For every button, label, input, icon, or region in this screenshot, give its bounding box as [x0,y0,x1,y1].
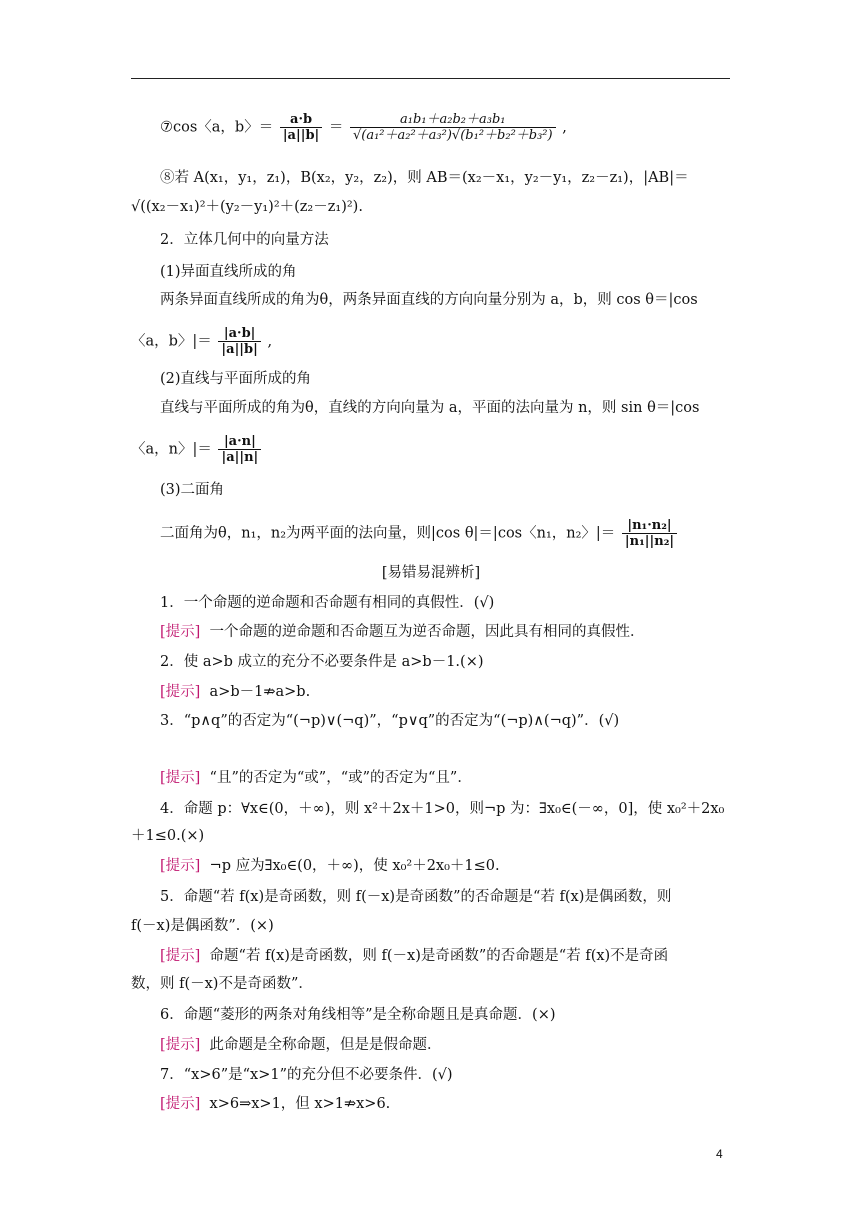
item-4-hint [160,856,731,876]
hint-tag: [提示] [160,770,201,786]
item-2-hint [160,682,731,702]
item-5-question: 5．命题“若 f(x)是奇函数，则 f(－x)是奇函数”的否命题是“若 f(x)是偶函数，则 [160,889,672,905]
subsection-1-formula-tail: , [267,333,273,350]
hint-tag: [提示] [160,684,201,700]
formula-7-numerator: a·b [280,112,322,128]
bianxi-heading: [易错易混辨析] [381,565,481,581]
subsection-3-fraction [622,518,677,549]
item-1-hint [160,622,731,642]
item-4-question-cont: ＋1≤0.(×) [131,828,205,844]
subsection-2-formula [131,434,731,465]
subsection-2-denominator: |a||n| [221,450,259,465]
item-6-question: 6．命题“菱形的两条对角线相等”是全称命题且是真命题．(×) [160,1007,556,1023]
subsection-3-denominator: |n₁||n₂| [624,534,675,549]
hint-tag: [提示] [160,1096,201,1112]
item-7-question: 7．“x>6”是“x>1”的充分但不必要条件．(√) [160,1067,453,1083]
hint-tag: [提示] [160,624,201,640]
page-number: 4 [716,1147,723,1161]
formula-7-eq: ＝ [328,119,344,136]
formula-8-line-1: ⑧若 A(x₁，y₁，z₁)，B(x₂，y₂，z₂)，则 AB＝(x₂－x₁，y₂－y₁，z₂－z₁)，|AB|＝ [160,170,689,186]
subsection-3-formula [160,518,731,549]
subsection-3-formula-lead: 二面角为θ，n₁，n₂为两平面的法向量，则|cos θ|＝|cos〈n₁，n₂〉|＝ [160,525,616,542]
formula-7 [160,112,731,143]
item-2-question: 2．使 a>b 成立的充分不必要条件是 a>b－1.(×) [160,654,484,670]
formula-7-fraction-2 [350,112,556,143]
header-rule [131,78,730,79]
item-3-hint-text: “且”的否定为“或”，“或”的否定为“且”． [209,770,472,786]
item-3-question: 3．“p∧q”的否定为“(¬p)∨(¬q)”，“p∨q”的否定为“(¬p)∧(¬q)”．(√) [160,713,620,729]
formula-7-numerator-2: a₁b₁＋a₂b₂＋a₃b₁ [350,112,556,128]
hint-tag: [提示] [160,948,201,964]
subsection-1-formula [131,326,731,357]
item-6-hint-text: 此命题是全称命题，但是是假命题． [209,1037,442,1053]
subsection-1-text: 两条异面直线所成的角为θ，两条异面直线的方向向量分别为 a，b，则 cos θ＝|cos [160,292,698,308]
subsection-2-title: (2)直线与平面所成的角 [160,371,312,387]
subsection-1-title: (1)异面直线所成的角 [160,264,297,280]
subsection-2-fraction [218,434,261,465]
subsection-2-text: 直线与平面所成的角为θ，直线的方向向量为 a，平面的法向量为 n，则 sin θ＝|cos [160,400,700,416]
hint-tag: [提示] [160,1037,201,1053]
item-5-hint-text: 命题“若 f(x)是奇函数，则 f(－x)是奇函数”的否命题是“若 f(x)不是奇函 [209,948,669,964]
section-2-title: 2．立体几何中的向量方法 [160,232,329,248]
item-5-question-cont: f(－x)是偶函数”．(×) [131,918,274,934]
item-5-hint-cont: 数，则 f(－x)不是奇函数”． [131,976,313,992]
subsection-1-denominator: |a||b| [221,342,258,357]
item-4-hint-text: ¬p 应为∃x₀∈(0，＋∞)，使 x₀²＋2x₀＋1≤0. [209,858,500,874]
item-4-question: 4．命题 p：∀x∈(0，＋∞)，则 x²＋2x＋1>0，则¬p 为：∃x₀∈(－∞，0]，使 x₀²＋2x₀ [160,801,725,817]
item-2-hint-text: a>b－1⇏a>b. [209,684,311,700]
subsection-3-numerator: |n₁·n₂| [622,518,677,534]
formula-7-fraction [280,112,322,143]
item-1-question: 1．一个命题的逆命题和否命题有相同的真假性．(√) [160,595,495,611]
formula-7-lead: ⑦cos〈a，b〉＝ [160,119,274,136]
hint-tag: [提示] [160,858,201,874]
item-6-hint [160,1035,731,1055]
item-7-hint [160,1094,731,1114]
item-7-hint-text: x>6⇒x>1，但 x>1⇏x>6. [209,1096,391,1112]
item-1-hint-text: 一个命题的逆命题和否命题互为逆否命题，因此具有相同的真假性． [209,624,645,640]
formula-7-denominator: |a||b| [282,128,320,143]
subsection-3-title: (3)二面角 [160,482,225,498]
subsection-1-fraction [218,326,260,357]
subsection-2-formula-lead: 〈a，n〉|＝ [131,441,212,458]
formula-8-line-2: √((x₂－x₁)²＋(y₂－y₁)²＋(z₂－z₁)²). [131,199,363,215]
formula-7-denominator-2: √(a₁²＋a₂²＋a₃²)√(b₁²＋b₂²＋b₃²) [352,128,553,143]
subsection-2-numerator: |a·n| [218,434,261,450]
item-5-hint [160,946,731,966]
subsection-1-numerator: |a·b| [218,326,260,342]
subsection-1-formula-lead: 〈a，b〉|＝ [131,333,212,350]
item-3-hint [160,768,731,788]
formula-7-tail: , [562,119,567,136]
